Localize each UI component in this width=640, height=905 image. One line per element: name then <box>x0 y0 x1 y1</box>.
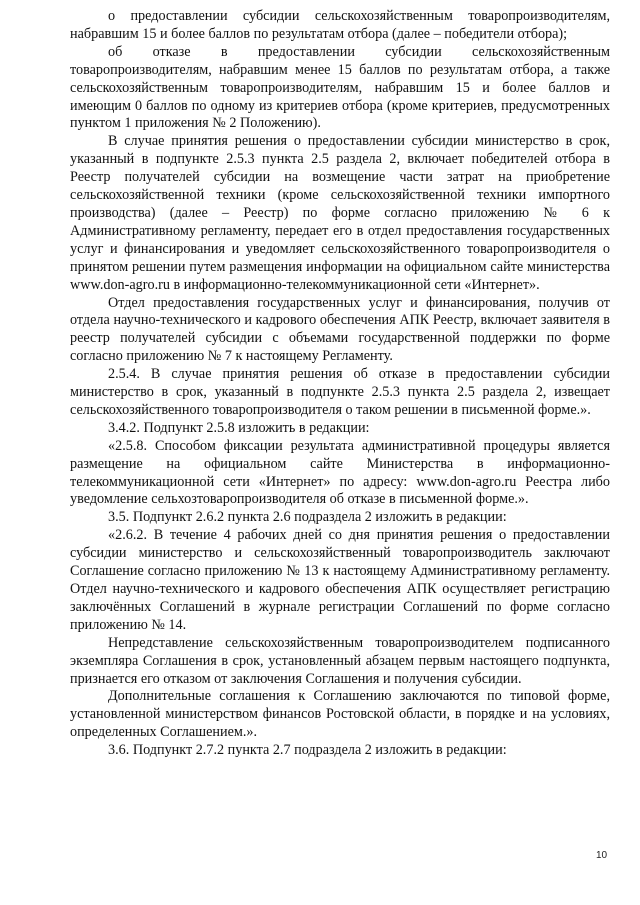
paragraph: «2.5.8. Способом фиксации результата административной процедуры является размещение на официальном сайте Министерства в информационно-телекоммуникационной сети «Интернет» по адресу: www.don-agro.ru Реестра либо уведомление сельхозтоваропроизводителя об отказе в письменной форме.». <box>70 437 610 508</box>
paragraph: 2.5.4. В случае принятия решения об отказе в предоставлении субсидии министерство в срок, указанный в подпункте 2.5.3 пункта 2.5 раздела 2, извещает сельскохозяйственного товаропроизводителя о таком решении в письменной форме.». <box>70 366 610 418</box>
paragraph: В случае принятия решения о предоставлении субсидии министерство в срок, указанный в подпункте 2.5.3 пункта 2.5 раздела 2, включает победителей отбора в Реестр получателей субсидии на возмещение части затрат на приобретение сельскохозяйственной техники (кроме сельскохозяйственной техники импортного производства) (далее – Реестр) по форме согласно приложению № 6 к Административному регламенту, передает его в отдел предоставления государственных услуг и финансирования и уведомляет сельскохозяйственного товаропроизводителя о принятом решении путем размещения информации на официальном сайте министерства www.don-agro.ru в информационно-телекоммуникационной сети «Интернет». <box>70 133 610 293</box>
paragraph: 3.4.2. Подпункт 2.5.8 изложить в редакции: <box>108 419 370 436</box>
paragraph: Дополнительные соглашения к Соглашению заключаются по типовой форме, установленной министерством финансов Ростовской области, в порядке и на условиях, определенных Соглашением.». <box>70 688 610 741</box>
paragraph: 3.5. Подпункт 2.6.2 пункта 2.6 подраздела 2 изложить в редакции: <box>108 509 507 526</box>
page-number: 10 <box>596 850 608 861</box>
paragraph: об отказе в предоставлении субсидии сельскохозяйственным товаропроизводителям, набравшим менее 15 баллов по результатам отбора, а также сельскохозяйственным товаропроизводителям, набравшим 15 и более баллов и имеющим 0 баллов по одному из критериев отбора (кроме критериев, предусмотренных пунктом 1 приложения № 2 Положению). <box>70 43 610 132</box>
paragraph: «2.6.2. В течение 4 рабочих дней со дня принятия решения о предоставлении субсидии министерство и сельскохозяйственный товаропроизводитель заключают Соглашение согласно приложению № 13 к настоящему Административному регламенту. Отдел научно-технического и кадрового обеспечения АПК осуществляет регистрацию заключённых Соглашений в журнале регистрации Соглашений по форме согласно приложению № 14. <box>70 527 610 633</box>
paragraph: Отдел предоставления государственных услуг и финансирования, получив от отдела научно-технического и кадрового обеспечения АПК Реестр, включает заявителя в реестр получателей субсидии с объемами государственной поддержки по форме согласно приложению № 7 к настоящему Регламенту. <box>70 294 610 365</box>
paragraph: 3.6. Подпункт 2.7.2 пункта 2.7 подраздела 2 изложить в редакции: <box>108 742 507 759</box>
paragraph: Непредставление сельскохозяйственным товаропроизводителем подписанного экземпляра Соглашения в срок, установленный абзацем первым настоящего подпункта, признается его отказом от заключения Соглашения и получения субсидии. <box>70 634 610 687</box>
document-body <box>70 8 610 760</box>
paragraph: о предоставлении субсидии сельскохозяйственным товаропроизводителям, набравшим 15 и более баллов по результатам отбора (далее – победители отбора); <box>70 8 610 42</box>
